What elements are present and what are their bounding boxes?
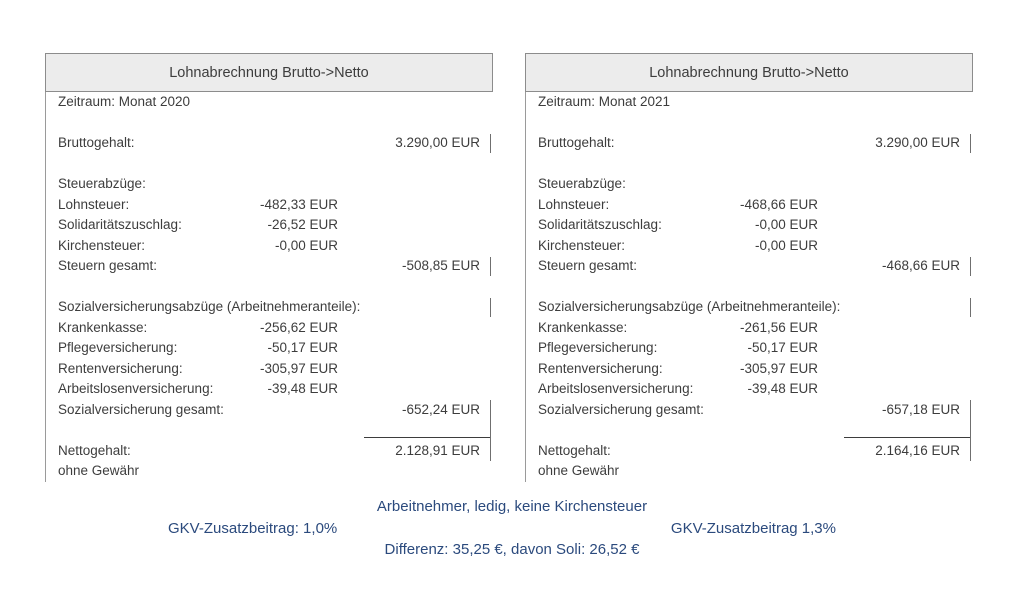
payroll-panel-2021 — [525, 53, 973, 482]
footer-difference: Differenz: 35,25 €, davon Soli: 26,52 € — [384, 541, 640, 558]
row-mid-value: -305,97 EUR — [259, 360, 338, 376]
row-label: Sozialversicherungsabzüge (Arbeitnehmeranteile): — [58, 299, 361, 314]
row-total-value: 2.128,91 EUR — [395, 442, 480, 458]
table-row — [526, 338, 973, 359]
table-row — [46, 236, 493, 257]
cell-border-tick — [490, 420, 491, 441]
row-label: Lohnsteuer: — [538, 196, 610, 212]
sum-rule — [364, 437, 490, 438]
cell-border-tick — [490, 298, 491, 317]
row-label: Solidaritätszuschlag: — [58, 217, 182, 232]
row-label: Kirchensteuer: — [538, 237, 626, 253]
row-mid-value: -50,17 EUR — [747, 340, 818, 355]
cell-border-tick — [970, 400, 971, 421]
footer-gkv-2020: GKV-Zusatzbeitrag: 1,0% — [168, 520, 338, 537]
row-label: Rentenversicherung: — [58, 360, 183, 376]
row-total-value: -508,85 EUR — [401, 258, 480, 273]
row-label: Steuern gesamt: — [538, 258, 638, 273]
row-label: Steuern gesamt: — [58, 258, 158, 273]
row-label: Steuerabzüge: — [58, 176, 146, 191]
sum-rule — [844, 437, 970, 438]
table-row — [46, 379, 493, 400]
cell-border-tick — [490, 441, 491, 462]
row-label: ohne Gewähr — [538, 463, 620, 478]
row-label: Zeitraum: Monat 2020 — [58, 94, 191, 109]
row-label: Zeitraum: Monat 2021 — [538, 94, 671, 109]
row-mid-value: -256,62 EUR — [259, 319, 338, 335]
row-label: Steuerabzüge: — [538, 176, 626, 191]
table-row — [526, 256, 973, 277]
row-mid-value: -261,56 EUR — [739, 319, 818, 335]
row-total-value: -652,24 EUR — [401, 401, 480, 417]
panel-body-2021 — [525, 92, 973, 482]
cell-border-tick — [490, 400, 491, 421]
table-row — [46, 400, 493, 421]
spacer-row — [526, 277, 973, 298]
row-label: Nettogehalt: — [538, 442, 611, 458]
panel-body-2020 — [45, 92, 493, 482]
table-row — [526, 318, 973, 339]
table-row — [46, 215, 493, 236]
table-row — [526, 133, 973, 154]
row-mid-value: -468,66 EUR — [739, 196, 818, 212]
table-row — [46, 441, 493, 462]
row-label: Krankenkasse: — [538, 319, 628, 335]
footer-assumptions: Arbeitnehmer, ledig, keine Kirchensteuer — [376, 498, 648, 515]
row-mid-value: -50,17 EUR — [267, 340, 338, 355]
row-label: Lohnsteuer: — [58, 196, 130, 212]
row-mid-value: -0,00 EUR — [754, 237, 818, 253]
row-label: Nettogehalt: — [58, 442, 131, 458]
spacer-row — [46, 154, 493, 175]
table-row — [46, 174, 493, 195]
table-row — [46, 318, 493, 339]
row-mid-value: -39,48 EUR — [267, 381, 338, 396]
table-row — [526, 236, 973, 257]
row-mid-value: -305,97 EUR — [739, 360, 818, 376]
row-label: Krankenkasse: — [58, 319, 148, 335]
row-label: Sozialversicherung gesamt: — [58, 401, 224, 417]
table-row — [526, 359, 973, 380]
table-row — [46, 359, 493, 380]
row-label: Rentenversicherung: — [538, 360, 663, 376]
row-label: Pflegeversicherung: — [58, 340, 178, 355]
row-mid-value: -39,48 EUR — [747, 381, 818, 396]
spacer-row — [526, 113, 973, 134]
row-mid-value: -0,00 EUR — [274, 237, 338, 253]
row-label: Sozialversicherung gesamt: — [538, 401, 704, 417]
footer-gkv-2021: GKV-Zusatzbeitrag 1,3% — [670, 520, 836, 537]
row-label: Arbeitslosenversicherung: — [58, 381, 214, 396]
cell-border-tick — [490, 257, 491, 276]
table-row — [46, 461, 493, 482]
cell-border-tick — [970, 420, 971, 441]
panel-title-2021: Lohnabrechnung Brutto->Netto — [525, 53, 973, 92]
cell-border-tick — [490, 134, 491, 153]
table-row — [526, 461, 973, 482]
row-mid-value: -0,00 EUR — [754, 217, 818, 232]
row-total-value: 3.290,00 EUR — [875, 135, 960, 150]
table-row — [46, 195, 493, 216]
row-total-value: -657,18 EUR — [881, 401, 960, 417]
table-row — [526, 400, 973, 421]
table-row — [526, 195, 973, 216]
table-row — [46, 297, 493, 318]
row-total-value: 3.290,00 EUR — [395, 135, 480, 150]
spacer-row — [46, 113, 493, 134]
spacer-row — [46, 277, 493, 298]
row-label: Solidaritätszuschlag: — [538, 217, 662, 232]
spacer-row — [526, 154, 973, 175]
row-label: Arbeitslosenversicherung: — [538, 381, 694, 396]
table-row — [46, 133, 493, 154]
table-row — [526, 215, 973, 236]
row-label: Bruttogehalt: — [58, 135, 135, 150]
row-label: ohne Gewähr — [58, 463, 140, 478]
table-row — [46, 92, 493, 113]
row-label: Sozialversicherungsabzüge (Arbeitnehmeranteile): — [538, 299, 841, 314]
row-mid-value: -26,52 EUR — [267, 217, 338, 232]
cell-border-tick — [970, 257, 971, 276]
table-row — [526, 441, 973, 462]
table-row — [526, 379, 973, 400]
table-row — [526, 174, 973, 195]
table-row — [46, 256, 493, 277]
row-mid-value: -482,33 EUR — [259, 196, 338, 212]
cell-border-tick — [970, 298, 971, 317]
table-row — [526, 297, 973, 318]
row-total-value: -468,66 EUR — [881, 258, 960, 273]
row-label: Pflegeversicherung: — [538, 340, 658, 355]
table-row — [526, 92, 973, 113]
payroll-panel-2020 — [45, 53, 493, 482]
cell-border-tick — [970, 134, 971, 153]
row-label: Bruttogehalt: — [538, 135, 615, 150]
panel-title-2020: Lohnabrechnung Brutto->Netto — [45, 53, 493, 92]
sum-line-row — [46, 420, 493, 441]
cell-border-tick — [970, 441, 971, 462]
row-total-value: 2.164,16 EUR — [875, 442, 960, 458]
table-row — [46, 338, 493, 359]
sum-line-row — [526, 420, 973, 441]
row-label: Kirchensteuer: — [58, 237, 146, 253]
